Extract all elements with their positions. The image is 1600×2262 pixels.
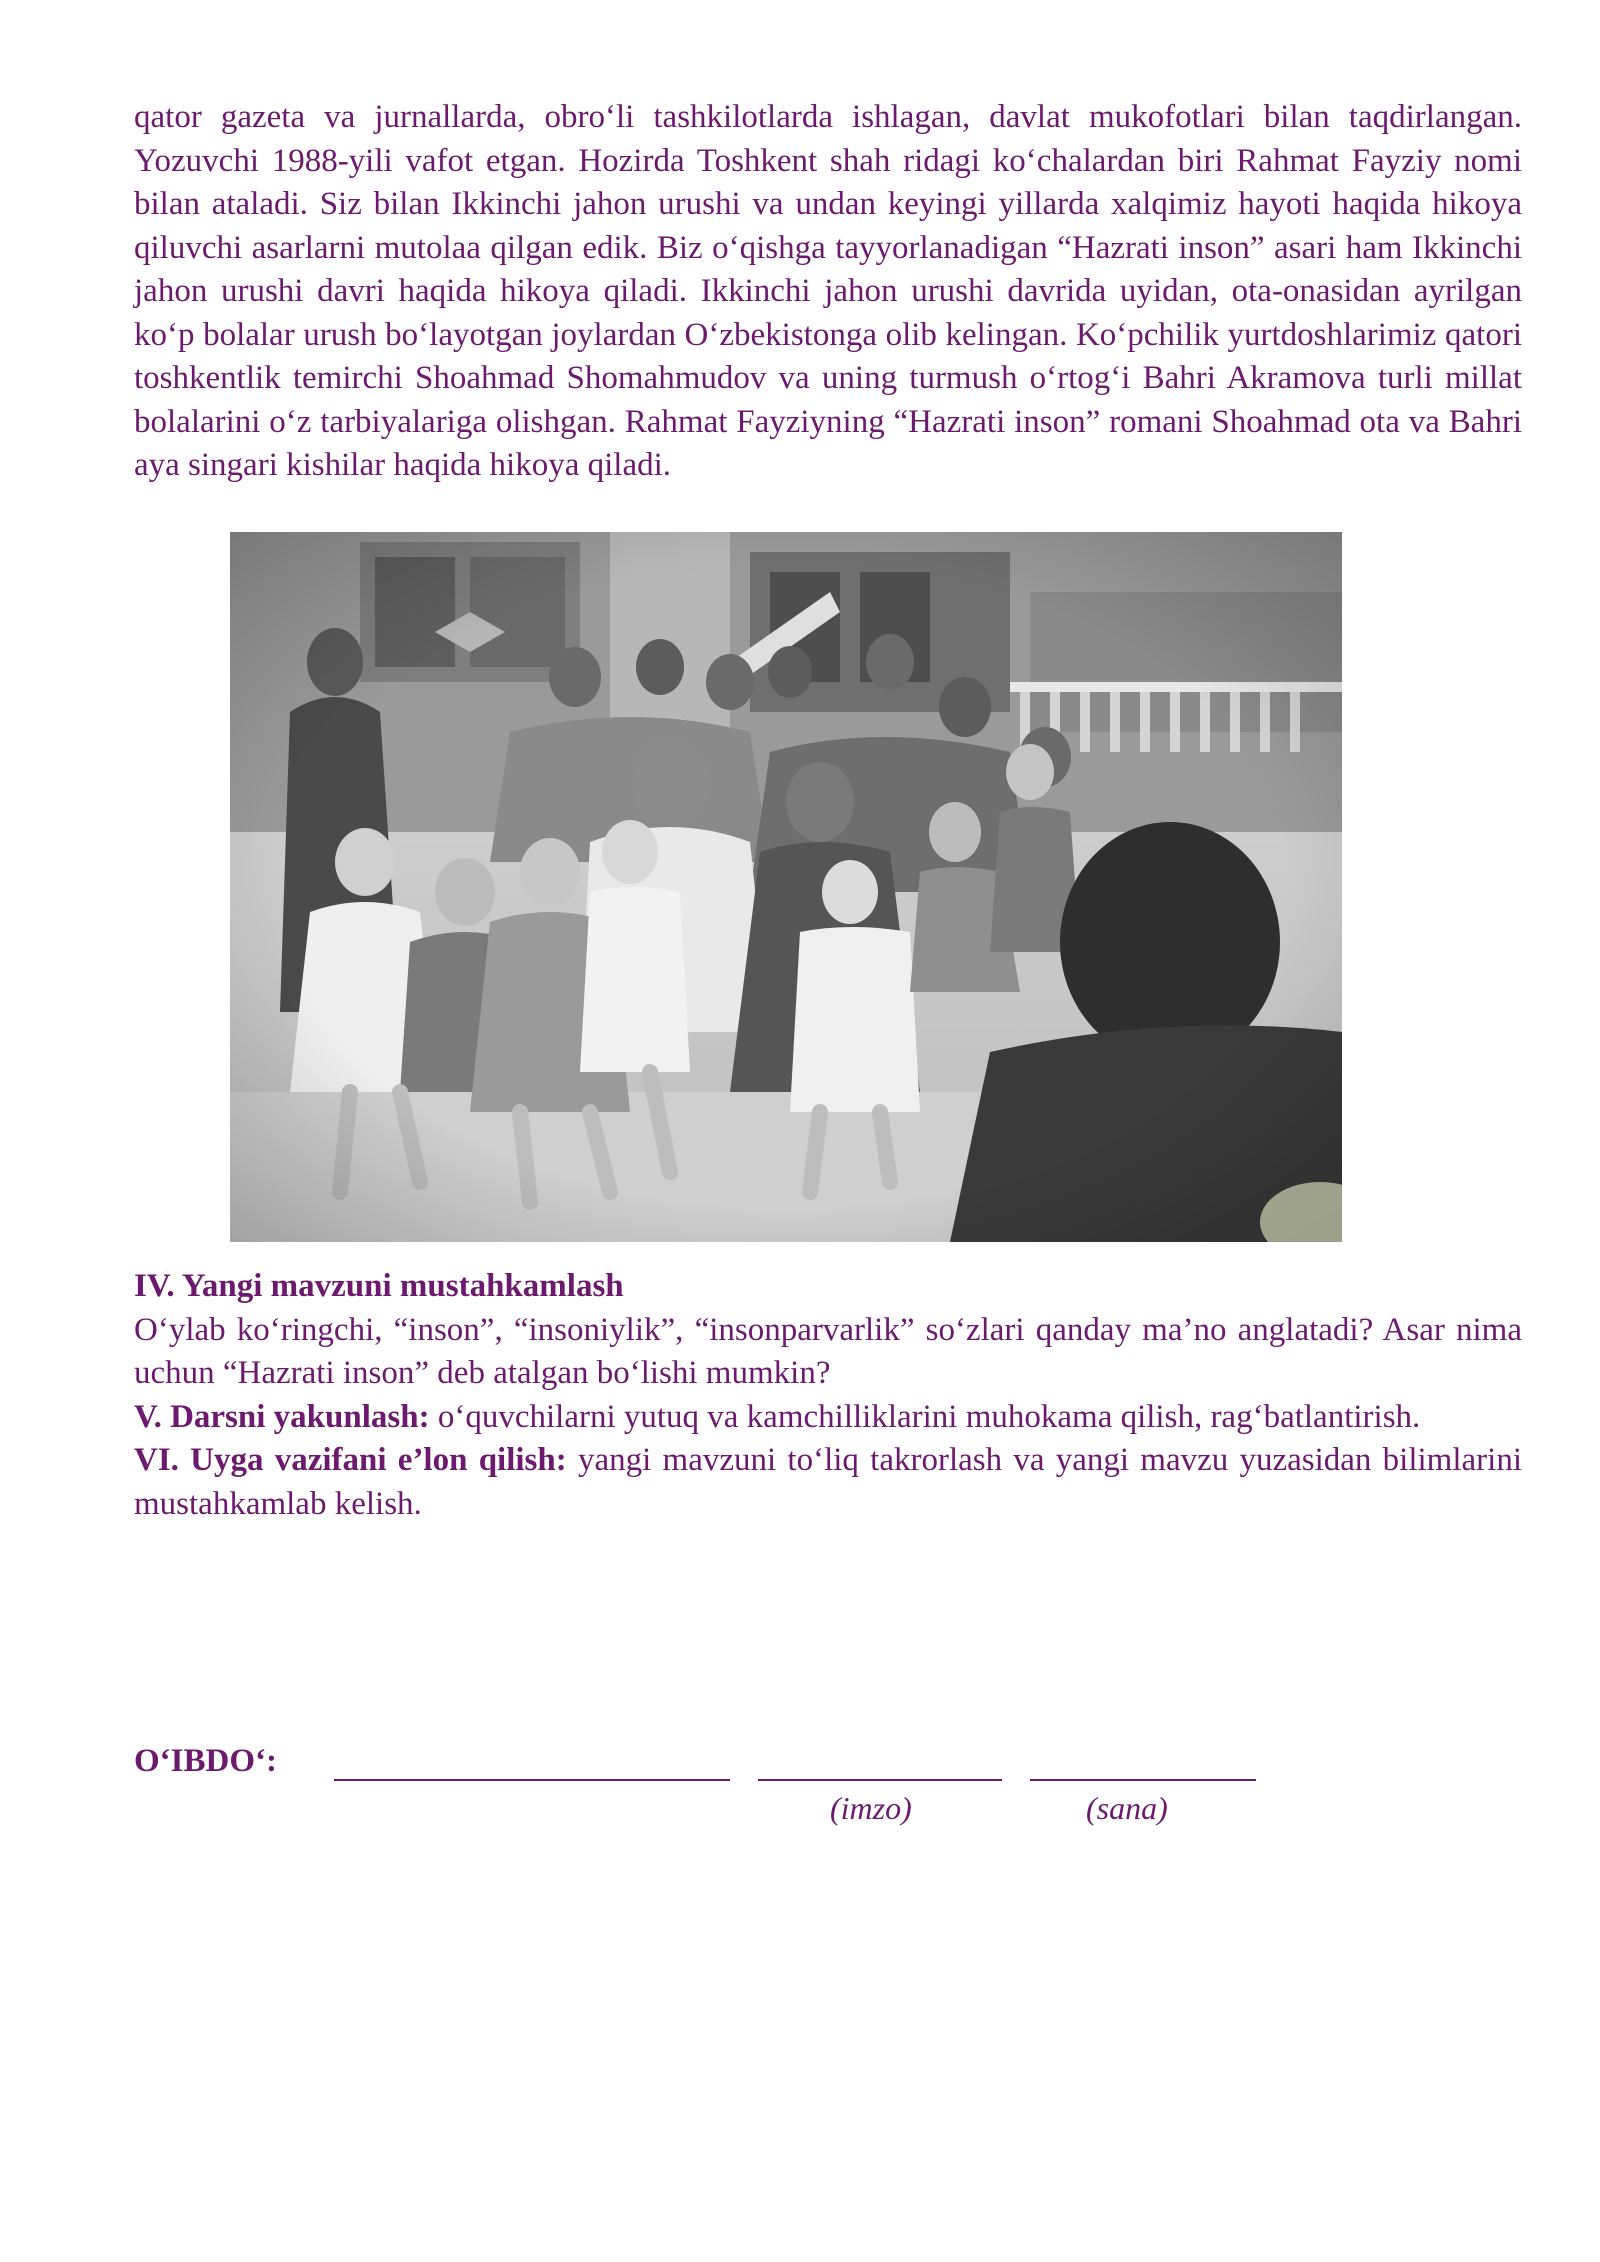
signature-label: O‘IBDO‘: <box>134 1743 277 1779</box>
section-v <box>134 1396 1522 1440</box>
intro-paragraph: qator gazeta va jurnallarda, obro‘li tashkilotlarda ishlagan, davlat mukofotlari bilan taqdirlangan. Yozuvchi 1988-yili vafot etgan. Hozirda Toshkent shah ridagi ko‘chalardan biri Rahmat Fayziy nomi bilan ataladi. Siz bilan Ikkinchi jahon urushi va undan keyingi yillarda xalqimiz hayoti haqida hikoya qiluvchi asarlarni mutolaa qilgan edik. Biz o‘qishga tayyorlanadigan “Hazrati inson” asari ham Ikkinchi jahon urushi davri haqida hikoya qiladi. Ikkinchi jahon urushi davrida uyidan, ota-onasidan ayrilgan ko‘p bolalar urush bo‘layotgan joylardan O‘zbekistonga olib kelingan. Ko‘pchilik yurtdoshlarimiz qatori toshkentlik temirchi Shoahmad Shomahmudov va uning turmush o‘rtog‘i Bahri Akramova turli millat bolalarini o‘z tarbiyalariga olishgan. Rahmat Fayziyning “Hazrati inson” romani Shoahmad ota va Bahri aya singari kishilar haqida hikoya qiladi. <box>134 99 1522 483</box>
section-v-body: o‘quvchilarni yutuq va kamchilliklarini muhokama qilish, rag‘batlantirish. <box>429 1398 1421 1435</box>
section-iv-body: O‘ylab ko‘ringchi, “inson”, “insoniylik”, “insonparvarlik” so‘zlari qanday ma’no anglatadi? Asar nima uchun “Hazrati inson” deb atalgan bo‘lishi mumkin? <box>134 1311 1522 1391</box>
intro-section <box>134 96 1522 488</box>
section-iv-heading: IV. Yangi mavzuni mustahkamlash <box>134 1268 624 1304</box>
section-vi <box>134 1439 1522 1526</box>
section-vi-body: yangi mavzuni to‘liq takrorlash va yangi mavzu yuzasidan bilimlarini mustahkamlab kelish. <box>134 1442 1522 1522</box>
date-caption: (sana) <box>1086 1790 1168 1826</box>
family-photo <box>230 532 1342 1242</box>
signature-caption: (imzo) <box>830 1790 912 1826</box>
name-line <box>334 1779 730 1781</box>
section-vi-lead: VI. Uyga vazifani e’lon qilish: <box>134 1442 567 1478</box>
date-line <box>1030 1779 1256 1781</box>
section-v-lead: V. Darsni yakunlash: <box>134 1398 430 1435</box>
signature-line <box>758 1779 1002 1781</box>
lesson-sections <box>134 1265 1522 1526</box>
